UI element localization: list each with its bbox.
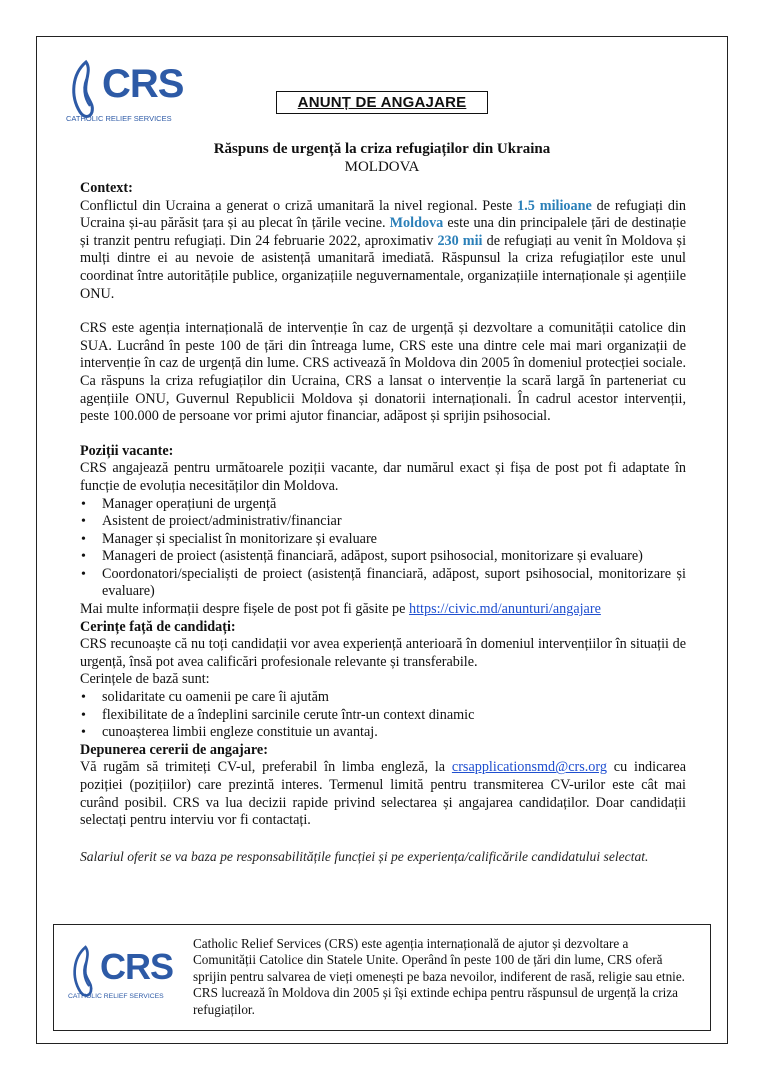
application-text-a: Vă rugăm să trimiteți CV-ul, preferabil în limba engleză, la: [80, 759, 452, 776]
list-item: • Manager și specialist în monitorizare și evaluare: [102, 531, 686, 549]
footer-about-text: Catholic Relief Services (CRS) este agenția internațională de ajutor și dezvoltare a Comunității Catolice din Statele Unite. Operând în peste 100 de țări din lume, CRS oferă sprijin pentru salvarea de vieți omenești pe baza nevoilor, indiferent de rasă, religie sau etnie. CRS lucrează în Moldova din 2005 și își extinde echipa pentru răspunsul de urgență la criza refugiaților.: [193, 936, 685, 1017]
logo-wordmark: CRS: [100, 946, 174, 987]
context-text: Conflictul din Ucraina a generat o criză umanitară la nivel regional. Peste: [80, 197, 518, 214]
list-item: • Asistent de proiect/administrativ/financiar: [102, 513, 686, 531]
context-heading: Context:: [80, 180, 133, 196]
application-heading: Depunerea cererii de angajare:: [80, 741, 268, 758]
context-paragraph-2: CRS este agenția internațională de intervenție în caz de urgență și dezvoltare a comunității catolice din SUA. Lucrând în peste 100 de țări din întreaga lume, CRS este una dintre cele mai mari organizații de intervenție în caz de urgență din lume. CRS activează în Moldova din 2005 în domeniul protecției sociale. Ca răspuns la criza refugiaților din Ucraina, CRS a lansat o intervenție la scară largă în parteneriat cu agențiile ONU, Guvernul Republicii Moldova și donatorii internaționali. În cadrul acestor intervenții, peste 100.000 de persoane vor primi ajutor financiar, adăpost și sprijin psihosocial.: [80, 320, 686, 425]
body-content: [80, 180, 686, 865]
requirements-list: [80, 689, 686, 742]
context-text: de refugiați au venit în Moldova și mulți dintre ei au nevoie de asistență umanitară imediată. Răspunsul la criza refugiaților este unul coordinat între autoritățile publice, organizațiile neguvernamentale, organizațiile internaționale și agențiile ONU.: [80, 232, 687, 302]
salary-note: Salariul oferit se va baza pe responsabilitățile funcției și pe experiența/calificările candidatului selectat.: [80, 848, 649, 864]
context-paragraph-1: [80, 198, 686, 304]
highlight-refugees: 1.5 milioane: [517, 197, 592, 214]
document-title: Răspuns de urgență la criza refugiaților din Ukraina: [213, 141, 551, 157]
highlight-moldova: Moldova: [389, 215, 444, 232]
positions-list: [80, 496, 686, 602]
positions-heading: Poziții vacante:: [80, 442, 174, 459]
headline: ANUNȚ DE ANGAJARE: [297, 94, 467, 111]
context-text: este una din principalele țări de destinație și tranzit pentru refugiați. Din 24 februarie 2022, aproximativ: [80, 215, 686, 249]
list-item: • flexibilitate de a îndeplini sarcinile cerute într-un context dinamic: [102, 707, 686, 725]
logo-wordmark: CRS: [102, 62, 184, 106]
requirements-intro: CRS recunoaște că nu toți candidații vor avea experiență anterioară în domeniul intervențiilor în situații de urgență, însă pot avea calificări profesionale relevante și transferabile.: [80, 636, 686, 670]
requirements-basic: Cerințele de bază sunt:: [80, 671, 210, 688]
jobs-link[interactable]: https://civic.md/anunturi/angajare: [409, 601, 601, 618]
more-info-text: Mai multe informații despre fișele de post pot fi găsite pe: [80, 601, 409, 618]
positions-intro: CRS angajează pentru următoarele poziții vacante, dar numărul exact și fișa de post pot fi adaptate în funcție de evoluția necesităților din Moldova.: [80, 460, 686, 494]
list-item: • Manageri de proiect (asistență financiară, adăpost, suport psihosocial, monitorizare și evaluare): [102, 548, 686, 566]
application-text-b: cu indicarea poziției (pozițiilor) care prezintă interes. Termenul limită pentru transmiterea CV-urilor este cât mai curând posibil. CRS va lua decizii rapide privind selectarea și angajarea candidaților. Doar candidații selectați pentru interviu vor fi contactați.: [80, 759, 686, 829]
crs-logo-footer: [66, 940, 176, 1004]
application-text: [80, 759, 686, 829]
more-info: [80, 601, 686, 619]
email-link[interactable]: crsapplicationsmd@crs.org: [451, 759, 607, 776]
document-subtitle: MOLDOVA: [344, 159, 420, 175]
headline-box: [276, 91, 488, 114]
list-item: • solidaritate cu oamenii pe care îi ajutăm: [102, 689, 686, 707]
logo-subtext: CATHOLIC RELIEF SERVICES: [68, 993, 164, 1000]
list-item: • Coordonatori/specialiști de proiect (asistență financiară, adăpost, suport psihosocial, monitorizare și evaluare): [102, 566, 686, 601]
crs-logo: [64, 54, 188, 126]
logo-subtext: CATHOLIC RELIEF SERVICES: [66, 114, 172, 123]
list-item: • cunoașterea limbii engleze constituie un avantaj.: [102, 724, 686, 742]
highlight-230k: 230 mii: [437, 232, 483, 249]
requirements-heading: Cerințe față de candidați:: [80, 618, 236, 635]
list-item: • Manager operațiuni de urgență: [102, 496, 686, 514]
context-text: de refugiați din Ucraina și-au părăsit țara și au plecat în țările vecine.: [80, 197, 686, 232]
